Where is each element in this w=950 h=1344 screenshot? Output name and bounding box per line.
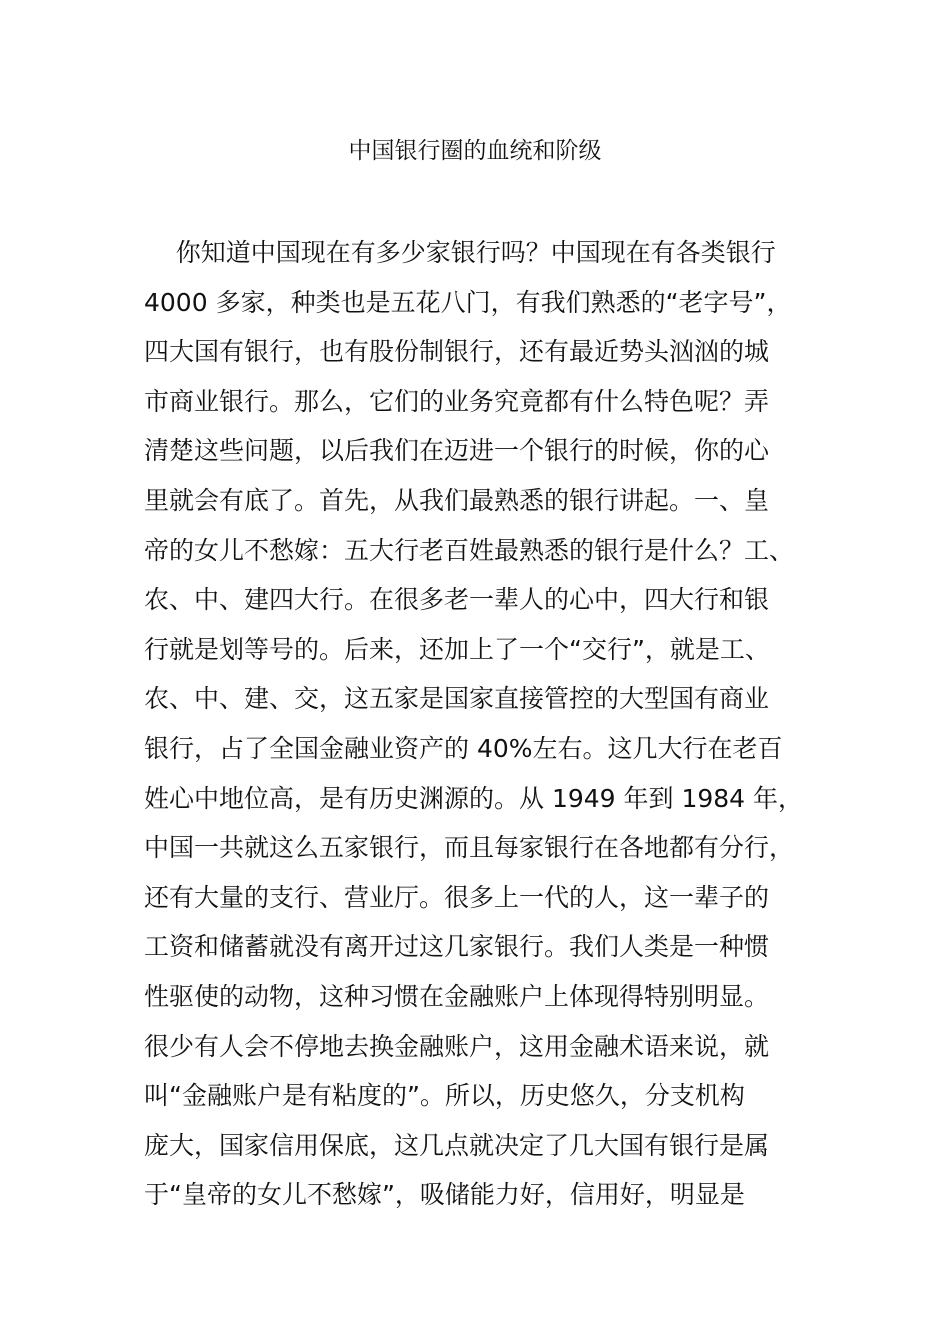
text-line: 姓心中地位高，是有历史渊源的。从 1949 年到 1984 年，	[144, 783, 804, 813]
text-line: 中国一共就这么五家银行，而且每家银行在各地都有分行，	[144, 833, 795, 863]
text-line: 清楚这些问题，以后我们在迈进一个银行的时候，你的心	[144, 436, 770, 466]
text-line: 里就会有底了。首先，从我们最熟悉的银行讲起。一、皇	[144, 485, 770, 515]
text-line: 你知道中国现在有多少家银行吗？中国现在有各类银行	[144, 238, 776, 267]
text-line: 四大国有银行，也有股份制银行，还有最近势头汹汹的城	[144, 337, 770, 367]
text-line: 工资和储蓄就没有离开过这几家银行。我们人类是一种惯	[144, 932, 770, 962]
text-line: 还有大量的支行、营业厅。很多上一代的人，这一辈子的	[144, 882, 770, 912]
text-line: 性驱使的动物，这种习惯在金融账户上体现得特别明显。	[144, 981, 770, 1011]
document-body	[144, 228, 834, 1220]
text-line: 银行，占了全国金融业资产的 40%左右。这几大行在老百	[144, 733, 783, 763]
document-title: 中国银行圈的血统和阶级	[348, 138, 602, 164]
text-line: 庞大，国家信用保底，这几点就决定了几大国有银行是属	[144, 1130, 770, 1160]
text-line: 叫“金融账户是有粘度的”。所以，历史悠久，分支机构	[144, 1081, 745, 1111]
text-line: 农、中、建、交，这五家是国家直接管控的大型国有商业	[144, 684, 770, 714]
text-line: 农、中、建四大行。在很多老一辈人的心中，四大行和银	[144, 585, 770, 615]
text-line: 4000 多家，种类也是五花八门，有我们熟悉的“老字号”，	[144, 287, 792, 317]
text-line: 市商业银行。那么，它们的业务究竟都有什么特色呢？弄	[144, 386, 770, 416]
text-line: 帝的女儿不愁嫁：五大行老百姓最熟悉的银行是什么？工、	[144, 535, 795, 565]
text-line: 于“皇帝的女儿不愁嫁”，吸储能力好，信用好，明显是	[144, 1180, 745, 1210]
text-line: 行就是划等号的。后来，还加上了一个“交行”，就是工、	[144, 634, 770, 664]
text-line: 很少有人会不停地去换金融账户，这用金融术语来说，就	[144, 1031, 770, 1061]
